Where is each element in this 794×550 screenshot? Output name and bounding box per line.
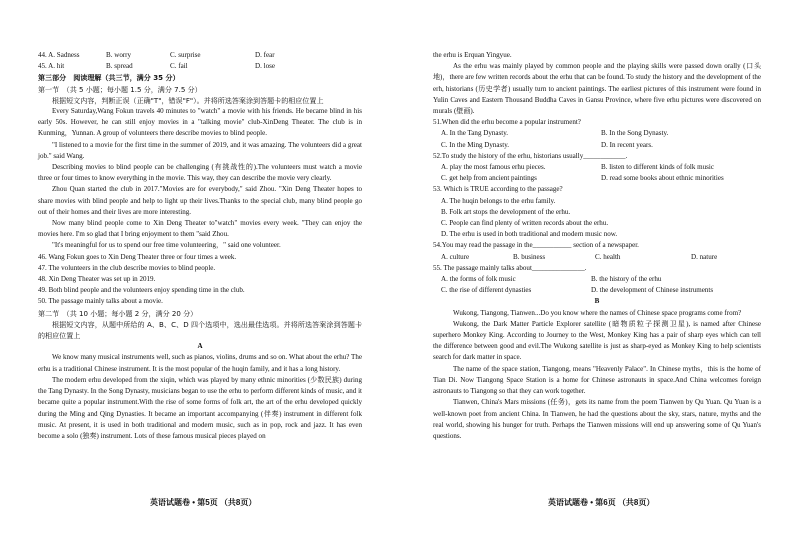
paragraph: Zhou Quan started the club in 2017."Movies are for everybody," said Zhou. "Xin Deng Theater hopes to share movies with blind people and help to light up their lives.Thanks to the special club, many blind people go out of their homes and their lives are more interesting. xyxy=(38,185,362,216)
q54-options xyxy=(433,252,761,263)
paragraph: We know many musical instruments well, such as pianos, violins, drums and so on. What about the erhu? The erhu is a traditional Chinese instrument. It is the most popular of the huqin family, and it has a long history. xyxy=(38,353,362,373)
statement-47: 47. The volunteers in the club describe movies to blind people. xyxy=(38,263,216,272)
q45-options xyxy=(38,61,362,72)
paragraph: The modern erhu developed from the xiqin, which was played by many ethnic minorities (少数民族) during the Tang Dynasty. In the Song Dynasty, musicians began to use the erhu to perform different kinds of music, and it became quite a popular instrument.With the rise of some forms of folk art, the art of the erhu developed quickly during the Ming and Qing Dynasties. It became an important accompanying (伴奏) instrument in different folk music. At present, it is used in both traditional and modern music, such as in pop, rock and jazz. It has even become a solo (独奏) instrument. Lots of these famous musical pieces played on xyxy=(38,375,362,440)
section2-title: 第二节 （共 10 小题；每小题 2 分，满分 20 分） xyxy=(38,308,198,318)
q53-option-a: A. The huqin belongs to the erhu family. xyxy=(441,196,556,205)
section1-title: 第一节 （共 5 小题；每小题 1.5 分，满分 7.5 分） xyxy=(38,84,202,94)
q55-options xyxy=(433,274,761,296)
q51-option-c: C. In the Ming Dynasty. xyxy=(441,140,510,149)
q52-option-a: A. play the most famous erhu pieces. xyxy=(441,163,546,172)
q53-option-d: D. The erhu is used in both traditional and modern music now. xyxy=(441,230,618,239)
q54-option-a: A. culture xyxy=(441,252,470,261)
q44-option-d: D. fear xyxy=(255,51,275,59)
section1-instructions: 根据短文内容，判断正误（正确"T"，错误"F"）。并将所选答案涂到答题卡的相应位置上 xyxy=(52,95,324,105)
q45-option-c: C. fail xyxy=(170,62,188,71)
q52-option-d: D. read some books about ethnic minorities xyxy=(601,174,724,183)
q52-option-c: C. get help from ancient paintings xyxy=(441,174,537,183)
statement-50: 50. The passage mainly talks about a movie. xyxy=(38,297,163,306)
q52-options xyxy=(433,162,761,184)
q54-option-d: D. nature xyxy=(691,252,718,261)
page-footer-right: 英语试题卷 • 第6页 （共8页） xyxy=(548,498,655,507)
q44-option-b: B. worry xyxy=(106,51,132,59)
question-55: 55. The passage mainly talks about_______________. xyxy=(433,263,587,272)
q54-option-b: B. business xyxy=(513,252,546,261)
statement-48: 48. Xin Deng Theater was set up in 2019. xyxy=(38,275,156,284)
q44-option-c: C. surprise xyxy=(170,51,201,59)
paragraph: The name of the space station, Tiangong, means "Heavenly Palace". In Chinese myths，this is the home of Tian Di. Now Tiangong Space Station is a home for Chinese astronauts in space.And China welcomes foreign astronauts to Tiangong so that they can work together. xyxy=(433,364,761,396)
passage-a-label: A xyxy=(197,342,203,351)
q51-option-a: A. In the Tang Dynasty. xyxy=(441,129,509,138)
q45-option-a: 45. A. hit xyxy=(38,62,65,71)
q52-option-b: B. listen to different kinds of folk music xyxy=(601,163,714,172)
q55-option-a: A. the forms of folk music xyxy=(441,275,516,284)
q53-option-b: B. Folk art stops the development of the erhu. xyxy=(441,207,571,216)
page-footer-left: 英语试题卷 • 第5页 （共8页） xyxy=(150,498,257,507)
paragraph: Every Saturday,Wang Fokun travels 40 minutes to "watch" a movie with his friends. He became blind in his early 50s. However, he can still enjoy movies in a "talking movie" club-XinDeng Theater. The club is in Kunming，Yunnan. A group of volunteers there describe movies to blind people. xyxy=(38,107,362,138)
question-51: 51.When did the erhu become a popular instrument? xyxy=(433,118,581,127)
q44-option-a: 44. A. Sadness xyxy=(38,51,80,59)
q55-option-c: C. the rise of different dynasties xyxy=(441,286,532,295)
paragraph: "I listened to a movie for the first time in the summer of 2019, and it was amazing. The volunteers did a great job." said Wang. xyxy=(38,140,362,160)
q45-option-d: D. lose xyxy=(255,62,275,71)
paragraph: Tianwen, China's Mars missions (任务)，gets its name from the poem Tianwen by Qu Yuan. Qu Yuan is a well-known poet from ancient China. In Tianwen, he had the questions about the sky, stars, nature, myths and the real world, showing his hunger for truth. Perhaps the Tianwen missions will end up answering some of Qu Yuan's questions. xyxy=(433,398,761,440)
q44-options xyxy=(38,50,362,61)
q55-option-d: D. the development of Chinese instruments xyxy=(591,286,714,295)
q53-option-c: C. People can find plenty of written records about the erhu. xyxy=(441,219,609,228)
paragraph: Wukong, Tiangong, Tianwen...Do you know where the names of Chinese space programs come from? xyxy=(453,308,742,317)
left-page-column xyxy=(38,50,362,442)
part3-title: 第三部分 阅读理解（共三节，满分 35 分） xyxy=(38,73,180,83)
q51-options xyxy=(433,128,761,150)
passage-b-label: B xyxy=(594,297,600,306)
q45-option-b: B. spread xyxy=(106,62,133,71)
paragraph: "It's meaningful for us to spend our free time volunteering，" said one volunteer. xyxy=(52,241,281,250)
section2-instructions: 根据短文内容，从题中所给的 A、B、C、D 四个选项中，选出最佳选项。并将所选答案涂到答题卡的相应位置上 xyxy=(38,319,362,341)
question-54: 54.You may read the passage in the___________ section of a newspaper. xyxy=(433,241,639,250)
question-52: 52.To study the history of the erhu, historians usually____________. xyxy=(433,151,628,160)
q54-option-c: C. health xyxy=(595,252,621,261)
statement-46: 46. Wang Fokun goes to Xin Deng Theater three or four times a week. xyxy=(38,252,237,261)
paragraph: Now many blind people come to Xin Deng Theater to"watch" movies every week. "They can enjoy the movies here. I'm so glad that I bring enjoyment to them "said Zhou. xyxy=(38,219,362,239)
q51-option-d: D. In recent years. xyxy=(601,140,653,149)
paragraph: As the erhu was mainly played by common people and the playing skills were passed down orally (口头地)，there are few written records about the erhu that can be found. To study the history and the development of the erh, historians (历史学者) usually turn to ancient paintings. The earliest pictures of this instrument were found in Yulin Caves and Eastern Thousand Buddha Caves in Gansu Province, where five erhu pictures were discovered on murals (壁画). xyxy=(433,62,761,116)
paragraph: Wukong, the Dark Matter Particle Explorer satellite (暗物质粒子探测卫星), is named after Chinese superhero Monkey King. According to Journey to the West, Monkey King has a pair of sharp eyes which can tell the difference between good and evil.The Wukong satellite is just as sharp-eyed as Monkey King to help scientists search for dark matter in space. xyxy=(433,319,761,362)
q51-option-b: B. In the Song Dynasty. xyxy=(601,129,669,138)
right-page-column xyxy=(433,50,761,442)
paragraph: the erhu is Erquan Yingyue. xyxy=(433,51,512,59)
q55-option-b: B. the history of the erhu xyxy=(591,275,662,284)
question-53: 53. Which is TRUE according to the passage? xyxy=(433,185,563,194)
paragraph: Describing movies to blind people can be challenging (有挑战性的).The volunteers must watch a movie three or four times to know everything in the movie. This way, they can describe the movie very clearly. xyxy=(38,163,362,183)
statement-49: 49. Both blind people and the volunteers enjoy spending time in the club. xyxy=(38,286,245,295)
